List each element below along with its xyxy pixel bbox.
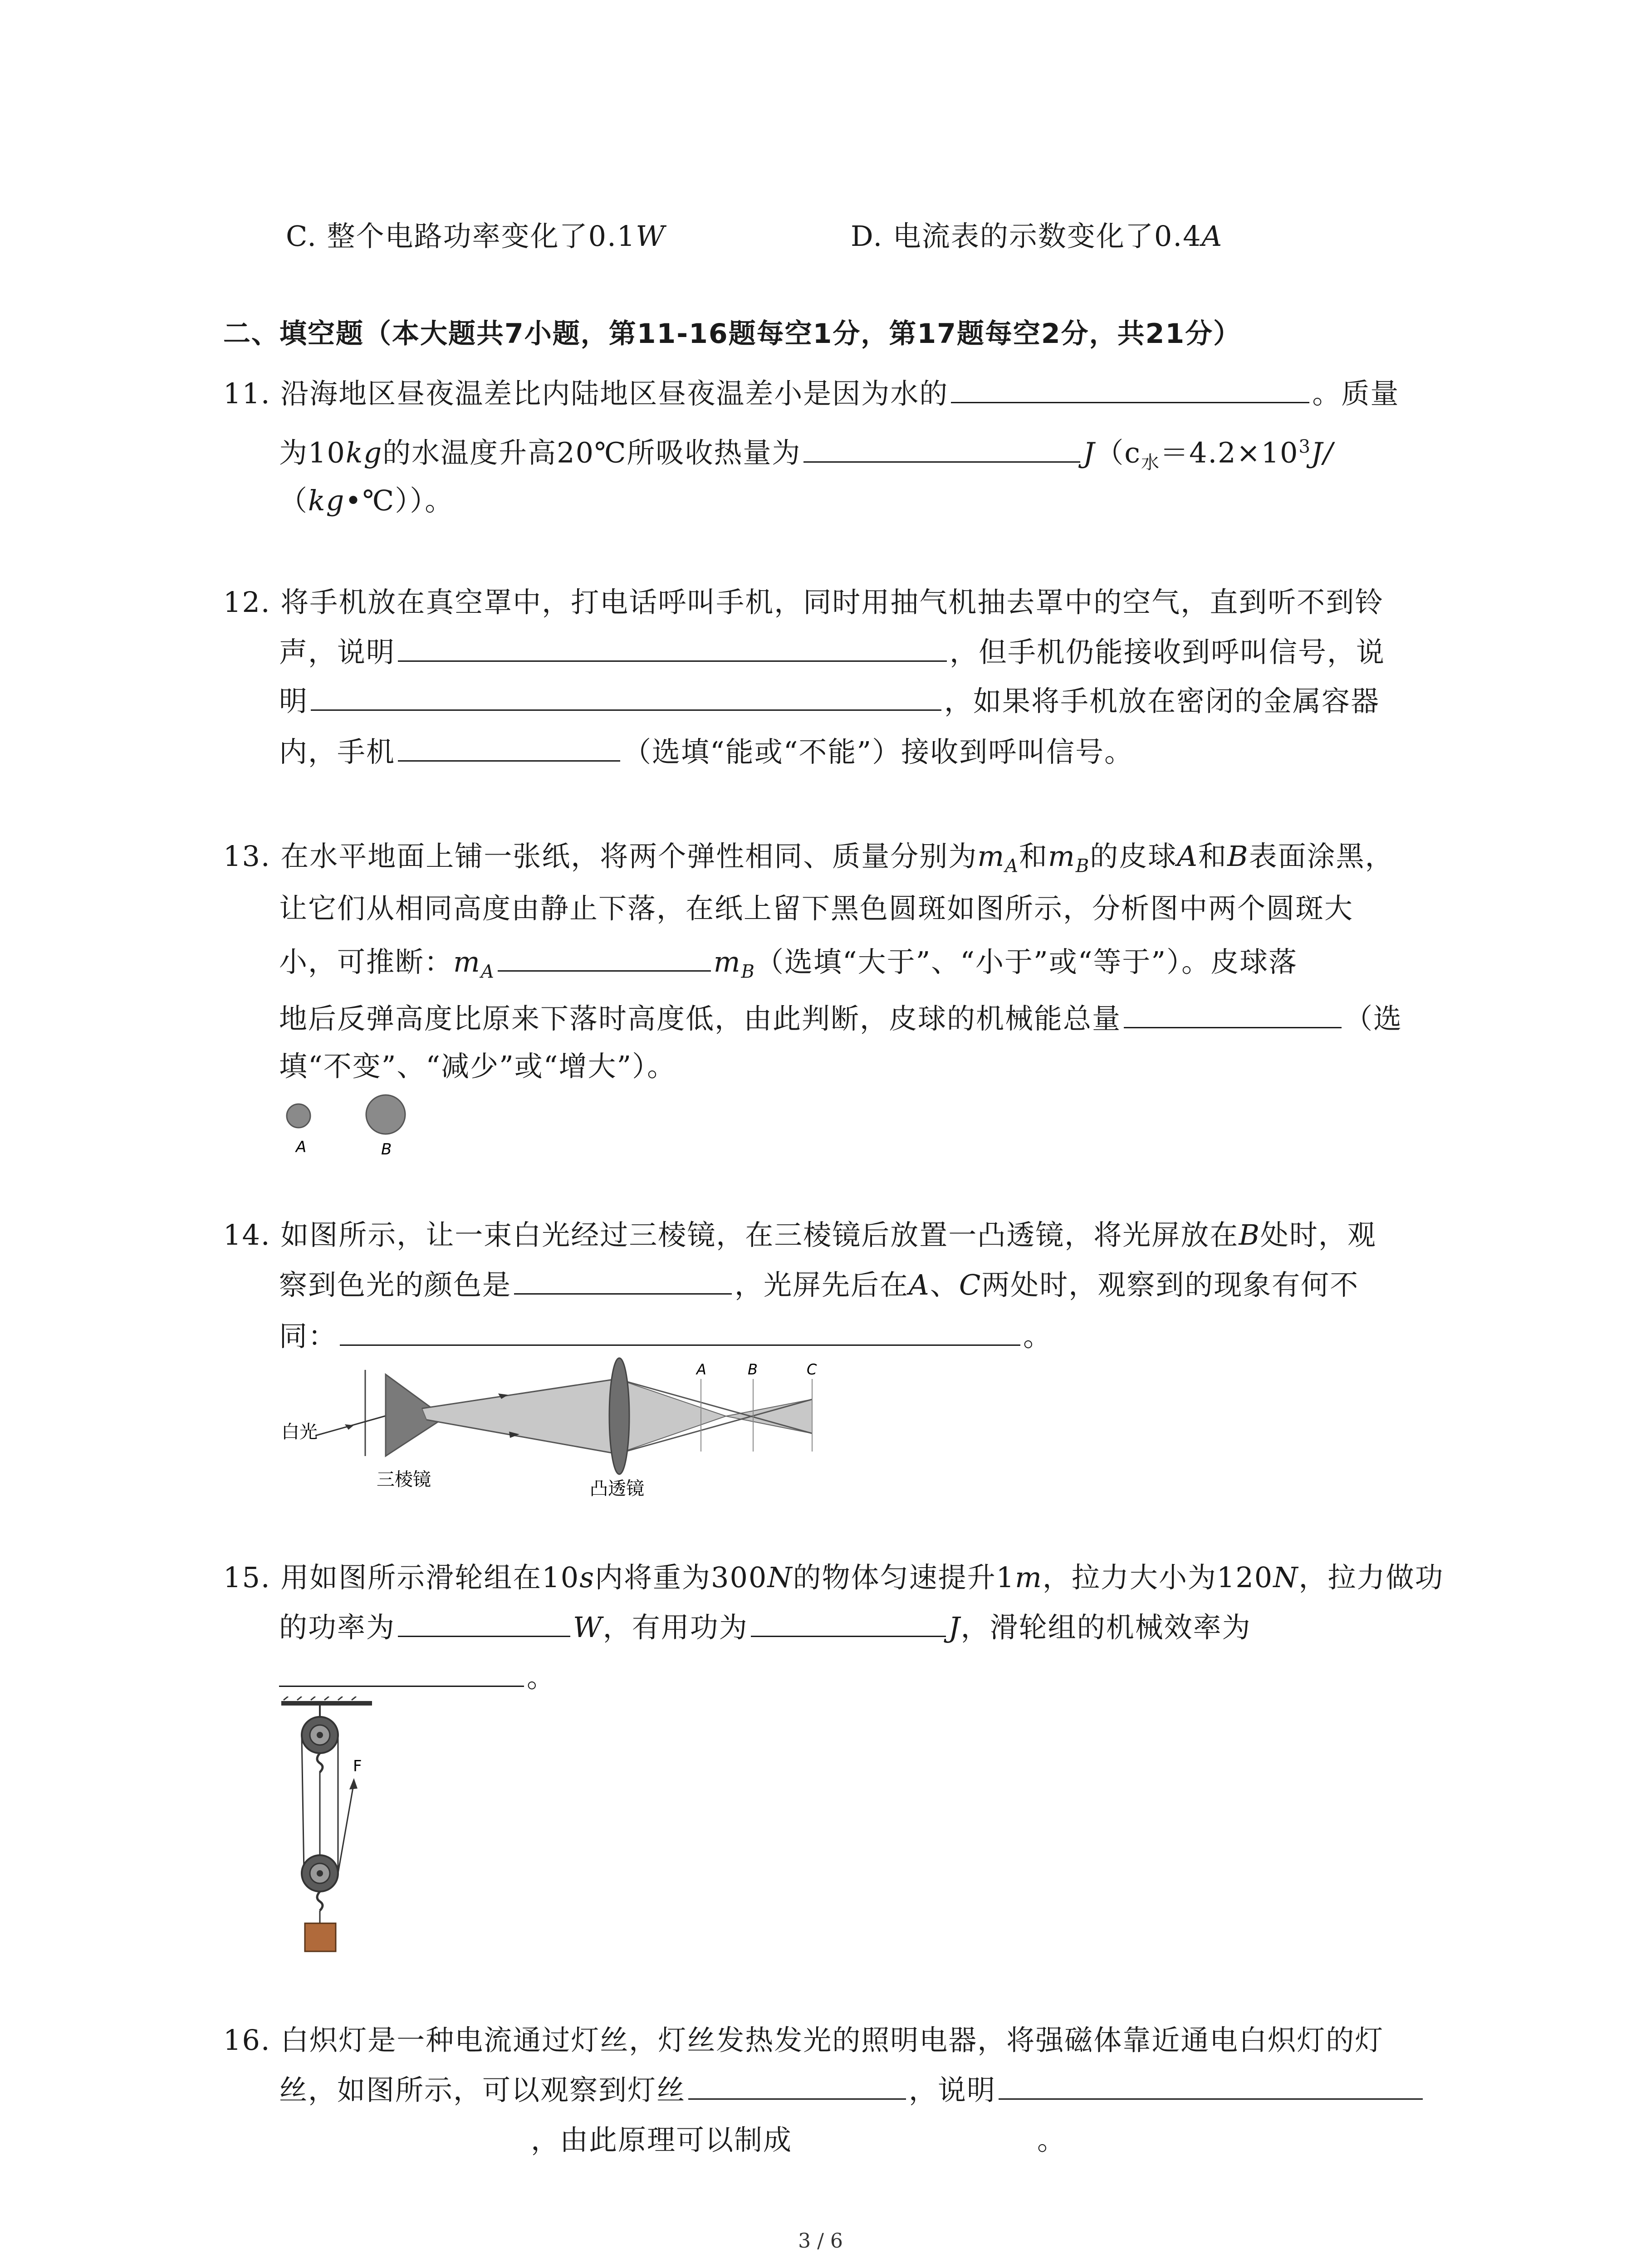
q13-sub: B — [741, 961, 755, 982]
q15-unit: J — [948, 1611, 961, 1644]
q12-blank-1[interactable] — [398, 635, 947, 662]
q11-unit: J — [1083, 436, 1096, 469]
q14-blank-1[interactable] — [514, 1268, 732, 1295]
q13-text: （选 — [1344, 1002, 1403, 1035]
q15-blank-2[interactable] — [751, 1610, 946, 1637]
q15-unit: W — [573, 1611, 603, 1644]
q11-unit: J/ — [1311, 436, 1334, 469]
fixed-hook — [317, 1753, 323, 1772]
option-c-text: C. 整个电路功率变化了0.1 — [286, 220, 636, 253]
q14-text: 。 — [1023, 1320, 1053, 1353]
ceiling-hatch — [324, 1696, 329, 1700]
prism-label: 三棱镜 — [377, 1469, 431, 1490]
option-c-unit: W — [636, 220, 666, 253]
q16-text: ，说明 — [909, 2073, 996, 2107]
marker-label-a: A — [696, 1361, 706, 1378]
q16-line-3 — [531, 2123, 1066, 2157]
q12-line-2 — [279, 635, 1385, 670]
q16-text: 。 — [1037, 2123, 1067, 2156]
q13-text: 小，可推断： — [279, 945, 454, 978]
q13-sub: B — [1075, 855, 1090, 877]
q14-text: 察到色光的颜色是 — [279, 1268, 512, 1301]
q15-line-3 — [279, 1660, 556, 1695]
q13-text: 和 — [1019, 840, 1048, 873]
marker-label-c: C — [807, 1361, 817, 1378]
q13-line-4 — [279, 1002, 1402, 1036]
q12-line-1: 12. 将手机放在真空罩中，打电话呼叫手机，同时用抽气机抽去罩中的空气，直到听不到铃 — [223, 586, 1384, 619]
q15-unit: N — [1273, 1561, 1299, 1594]
q12-text: 明 — [279, 684, 309, 718]
q15-text: ，拉力大小为120 — [1042, 1561, 1274, 1594]
q15-pulley-figure — [272, 1696, 390, 1969]
circle-label-b: B — [381, 1140, 392, 1158]
q11-line-2 — [279, 430, 1334, 480]
q13-blank-1[interactable] — [498, 945, 711, 972]
q14-line-1 — [223, 1218, 1376, 1252]
q11-text: •℃））。 — [345, 484, 454, 517]
q16-line-1: 16. 白炽灯是一种电流通过灯丝，灯丝发热发光的照明电器，将强磁体靠近通电白炽灯的灯 — [223, 2024, 1384, 2057]
q15-line-1 — [223, 1560, 1444, 1595]
ceiling-hatch — [338, 1696, 343, 1700]
q13-text: 的皮球 — [1090, 840, 1177, 873]
q14-text: 两处时，观察到的现象有何不 — [981, 1268, 1359, 1301]
q13-var: A — [1177, 840, 1199, 873]
q13-line-5: 填“不变”、“减少”或“增大”）。 — [279, 1050, 676, 1083]
marker-label-b: B — [748, 1361, 758, 1378]
option-d — [851, 219, 1223, 254]
q14-var: A — [909, 1268, 930, 1301]
q14-line-2 — [279, 1268, 1359, 1302]
q13-circles-figure — [272, 1086, 417, 1173]
circle-spot-b — [366, 1095, 405, 1134]
q14-text: 同： — [279, 1320, 338, 1353]
q11-text: （ — [279, 484, 309, 517]
ceiling-hatch — [311, 1696, 315, 1700]
q11-superscript: 3 — [1298, 436, 1311, 457]
q11-subscript: 水 — [1141, 452, 1161, 474]
force-label: F — [353, 1757, 362, 1775]
q15-text: 内将重为300 — [595, 1561, 768, 1594]
q15-line-2 — [279, 1610, 1251, 1645]
q15-blank-3[interactable] — [279, 1660, 524, 1687]
q13-line-1 — [223, 839, 1394, 883]
q16-text: 丝，如图所示，可以观察到灯丝 — [279, 2073, 686, 2107]
q16-blank-3[interactable] — [792, 2124, 1037, 2150]
q13-var: m — [1048, 840, 1076, 873]
q11-blank-2[interactable] — [803, 436, 1080, 463]
q12-line-3 — [279, 684, 1380, 719]
q13-var: m — [453, 945, 481, 978]
q11-line-3 — [279, 484, 454, 518]
circle-spot-a — [287, 1104, 310, 1128]
q14-text: ，光屏先后在 — [735, 1268, 909, 1301]
q13-var: B — [1227, 840, 1249, 873]
converging-beam — [617, 1379, 812, 1454]
q15-text: 15. 用如图所示滑轮组在10 — [223, 1561, 580, 1594]
weight-block — [305, 1923, 336, 1951]
q13-sub: A — [1005, 855, 1019, 877]
movable-hook — [317, 1892, 323, 1911]
lens-label: 凸透镜 — [590, 1478, 644, 1499]
q14-text: 、 — [930, 1268, 959, 1301]
q12-text: 声，说明 — [279, 635, 396, 669]
q12-text: （选填“能或“不能”）接收到呼叫信号。 — [623, 735, 1134, 768]
ceiling-beam — [281, 1701, 372, 1706]
page-number: 3 / 6 — [798, 2229, 843, 2253]
q13-sub: A — [480, 961, 495, 982]
q11-text: ＝4.2×10 — [1160, 436, 1299, 469]
white-light-label: 白光 — [281, 1422, 318, 1442]
q15-unit: N — [767, 1561, 793, 1594]
q15-text: 的物体匀速提升1 — [793, 1561, 1015, 1594]
q13-var: m — [713, 945, 741, 978]
q11-text: 。质量 — [1312, 377, 1400, 410]
q13-text: （选填“大于”、“小于”或“等于”）。皮球落 — [755, 945, 1298, 978]
q12-text: ，如果将手机放在密闭的金属容器 — [944, 684, 1380, 718]
convex-lens-shape — [609, 1358, 629, 1474]
movable-pulley-axle — [317, 1870, 323, 1877]
pull-rope — [338, 1783, 354, 1873]
option-d-text: D. 电流表的示数变化了0.4 — [851, 220, 1202, 253]
q15-text: ，有用功为 — [603, 1611, 748, 1644]
ceiling-hatch — [284, 1696, 288, 1700]
q14-text: 处时，观 — [1260, 1218, 1376, 1251]
q13-line-2: 让它们从相同高度由静止下落，在纸上留下黑色圆斑如图所示，分析图中两个圆斑大 — [279, 892, 1354, 925]
circle-label-a: A — [296, 1138, 307, 1156]
q13-text: 和 — [1198, 840, 1228, 873]
q14-optics-figure — [272, 1356, 826, 1506]
light-beam — [422, 1379, 617, 1454]
ceiling-hatch — [352, 1696, 356, 1700]
q12-text: 内，手机 — [279, 735, 396, 768]
q14-blank-2[interactable] — [340, 1319, 1020, 1346]
q11-blank-1[interactable] — [951, 376, 1309, 403]
q12-line-4 — [279, 735, 1133, 769]
rope-left — [302, 1735, 304, 1873]
q11-text: 11. 沿海地区昼夜温差比内陆地区昼夜温差小是因为水的 — [223, 377, 949, 410]
force-arrow-icon — [349, 1778, 358, 1789]
q14-var: C — [959, 1268, 982, 1301]
q13-blank-2[interactable] — [1124, 1002, 1342, 1028]
q15-text: ，拉力做功 — [1298, 1561, 1444, 1594]
q14-var: B — [1239, 1218, 1260, 1251]
ceiling-hatch — [297, 1696, 302, 1700]
q16-blank-2[interactable] — [999, 2073, 1423, 2100]
q11-text: 的水温度升高20℃所吸收热量为 — [382, 436, 801, 469]
option-c — [286, 219, 666, 254]
q14-line-3 — [279, 1319, 1052, 1354]
fixed-pulley-axle — [317, 1732, 323, 1738]
q15-text: ，滑轮组的机械效率为 — [960, 1611, 1251, 1644]
q15-unit: s — [579, 1561, 595, 1594]
q15-text: 。 — [527, 1661, 556, 1694]
q11-text: （c — [1095, 436, 1141, 469]
q15-blank-1[interactable] — [398, 1610, 570, 1637]
q11-line-1 — [223, 376, 1399, 411]
q13-text: 地后反弹高度比原来下落时高度低，由此判断，皮球的机械能总量 — [279, 1002, 1122, 1035]
q16-blank-1[interactable] — [688, 2073, 906, 2100]
q11-text: 为10 — [279, 436, 346, 469]
q13-var: m — [977, 840, 1005, 873]
q16-text: ，由此原理可以制成 — [531, 2123, 793, 2156]
q14-text: 14. 如图所示，让一束白光经过三棱镜，在三棱镜后放置一凸透镜，将光屏放在 — [223, 1218, 1239, 1251]
q13-text: 表面涂黑， — [1249, 840, 1394, 873]
q13-line-3 — [279, 945, 1298, 989]
q12-blank-3[interactable] — [398, 735, 620, 762]
q12-blank-2[interactable] — [311, 684, 941, 711]
q15-text: 的功率为 — [279, 1611, 396, 1644]
q13-text: 13. 在水平地面上铺一张纸，将两个弹性相同、质量分别为 — [223, 840, 978, 873]
q12-text: ，但手机仍能接收到呼叫信号，说 — [950, 635, 1386, 669]
option-d-unit: A — [1201, 220, 1223, 253]
q11-unit: kg — [345, 436, 383, 469]
q16-line-2 — [279, 2073, 1425, 2107]
section-title: 二、填空题（本大题共7小题，第11-16题每空1分，第17题每空2分，共21分） — [223, 318, 1242, 350]
q15-unit: m — [1015, 1561, 1043, 1594]
q11-unit: kg — [308, 484, 345, 517]
